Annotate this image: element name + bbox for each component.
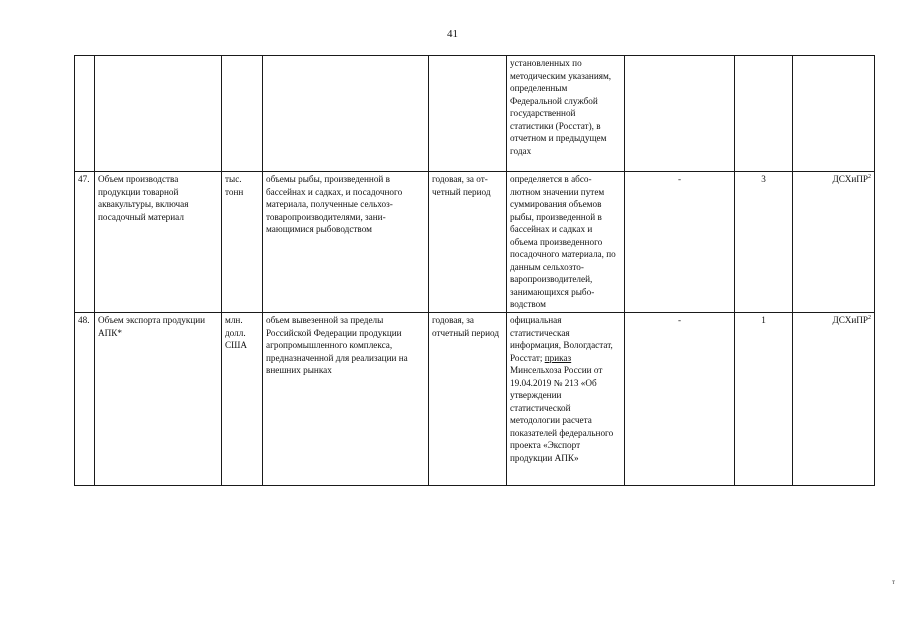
order-link[interactable]: приказ (544, 352, 572, 363)
cell-name (95, 56, 222, 172)
cell-periodicity: годовая, за отчетный период (429, 313, 507, 486)
cell-col8: 1 (735, 313, 793, 486)
cell-col7 (625, 56, 735, 172)
table-row-47 (75, 172, 875, 313)
cell-responsible (793, 56, 875, 172)
cell-method: определяется в абсо-лютном значении путем суммирования объемов рыбы, произведенной в бассейнах и садках и объема произведенного посадочного материала, по данным сельхозто-варопроизводителей, занимающихся рыбо-водством (507, 172, 625, 313)
cell-responsible (793, 313, 875, 486)
page-number: 41 (447, 28, 458, 40)
cell-name: Объем экспорта продукции АПК* (95, 313, 222, 486)
responsible-text: ДСХиПР (832, 174, 868, 184)
cell-periodicity: годовая, за от-четный период (429, 172, 507, 313)
cell-col8 (735, 56, 793, 172)
cell-col7: - (625, 172, 735, 313)
cell-unit: тыс. тонн (222, 172, 263, 313)
method-text-post: Минсельхоза России от 19.04.2019 № 213 «Об утверждении статистической методологии расчета показателей федерального проекта «Экспорт продукции АПК» (510, 365, 614, 463)
cell-unit: млн. долл. США (222, 313, 263, 486)
cell-definition: объемы рыбы, произведенной в бассейнах и садках, и посадочного материала, полученные сельхоз-товаропроизводителями, зани-мающимися рыбоводством (263, 172, 429, 313)
cell-method (507, 313, 625, 486)
scan-edge-mark: т (892, 578, 896, 586)
method-text-pre: официальная статистическая информация, Вологдастат, Росстат; (510, 315, 613, 363)
cell-unit (222, 56, 263, 172)
indicator-table (74, 55, 875, 486)
cell-definition: объем вывезенной за пределы Российской Федерации продукции агропромышленного комплекса, предназначенной для реализации на внешних рынках (263, 313, 429, 486)
cell-col8: 3 (735, 172, 793, 313)
cell-num: 47. (75, 172, 95, 313)
cell-definition (263, 56, 429, 172)
cell-method: установленных по методическим указаниям, определенным Федеральной службой государственной статистики (Росстат), в отчетном и предыдущем годах (507, 56, 625, 172)
responsible-text: ДСХиПР (832, 315, 868, 325)
footnote-mark: 2 (868, 315, 871, 321)
cell-responsible (793, 172, 875, 313)
cell-periodicity (429, 56, 507, 172)
cell-num (75, 56, 95, 172)
cell-col7: - (625, 313, 735, 486)
cell-num: 48. (75, 313, 95, 486)
table-row-48 (75, 313, 875, 486)
footnote-mark: 2 (868, 174, 871, 180)
table-row-continuation (75, 56, 875, 172)
cell-name: Объем производства продукции товарной аквакультуры, включая посадочный материал (95, 172, 222, 313)
